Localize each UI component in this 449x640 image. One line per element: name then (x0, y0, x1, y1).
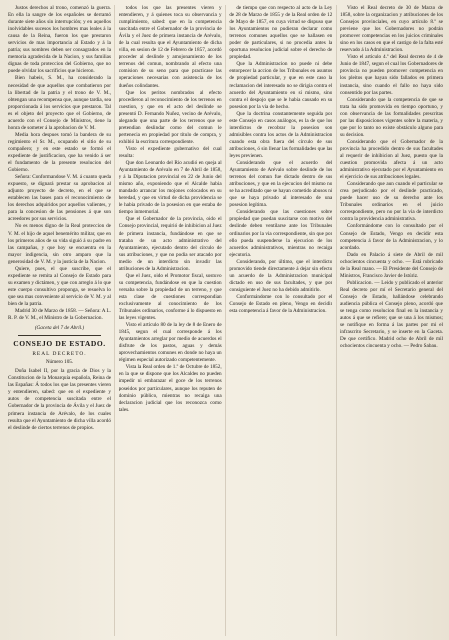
paragraph: Considerando que la competencia de que se trata ha sido promovida en tiempo oportuno, y con observancia de las formalidades prescritas por las disposiciones vigentes sobre la materia, y que por lo tanto no existe obstáculo alguno para su decision. (339, 96, 443, 138)
decree-heading: REAL DECRETO. (32, 351, 87, 358)
section-heading: CONSEJO DE ESTADO. (13, 339, 106, 349)
paragraph: No es menos digno de la Real proteccion de V. M. el hijo de aquel benemérito militar, que en los primeros años de su vida siguió á su padre en las campañas, y que hoy se encuentra en la mayor indigencia, sin otro amparo que la generosidad de V. M. y la justicia de la Nacion. (8, 223, 111, 265)
paragraph: Conformándome con lo consultado por el Consejo de Estado en pleno, Vengo en decidir esta competencia á favor de la Administracion. (229, 293, 333, 315)
column-1 (8, 5, 111, 636)
paragraph: Justos derechos al trono, comenzó la guerra. En ella la sangre de los españoles se derramó durante siete años sin interrupción; y en aquellos inolvidables sucesos los hombres mas leales á la causa de la Reina, fueron los que prestaron servicios de mas importancia al Estado y á la patria; sus nombres deben ser consagrados en la memoria agradecida de la Nacion, y sus familias dignas de toda proteccion del Gobierno, que no puede olvidar los sacrificios que hicieron. (8, 5, 111, 75)
column-3 (229, 5, 332, 636)
paragraph: Madrid 30 de Marzo de 1858. — Señora: A L. R. P. de V. M., el Ministro de la Gobernacion. (8, 308, 111, 322)
paragraph: Dado en Palacio á siete de Abril de mil ochocientos cincuenta y ocho. — Está rubricado de la Real mano. — El Presidente del Consejo de Ministros, Francisco Javier de Istúriz. (339, 251, 443, 279)
paragraph: Considerando, por último, que el interdicto promovido tiende directamente á dejar sin efecto un acuerdo de la Administracion municipal dictado en uso de sus facultades, y que por consiguiente el Juez no ha debido admitirlo. (229, 258, 333, 293)
paragraph: Visto el artículo 80 de la ley de 8 de Enero de 1845, segun el cual corresponde á los Ayuntamientos arreglar por medio de acuerdos el disfrute de los pastos, aguas y demás aprovechamientos comunes en donde no haya un régimen especial autorizado competentemente. (118, 322, 222, 364)
paragraph: Visto el expediente gubernativo del cual resulta: (118, 145, 222, 159)
paragraph: Que la doctrina constantemente seguida por este Consejo en casos análogos, es la de que los interdictos de recobrar la posesion son admisibles contra los actos de la Administracion cuando esta obra fuera del círculo de sus atribuciones, ó sin llenar las formalidades que las leyes previenen. (229, 110, 333, 159)
paragraph: Bien habeis, S. M., ha considerado la necesidad de que aquellos que combatieron por la libertad de la patria y el trono de V. M., obtengan una recompensa que, aunque tardia, sea proporcionada á los servicios que prestaron. Tal es el objeto del proyecto que el Gobierno, de acuerdo con el Consejo de Ministros, tiene la honra de someter á la aprobacion de V. M. (8, 75, 111, 131)
paragraph: Que los peritos nombrados al efecto procedieron al reconocimiento de los terrenos en cuestion, y que en el acto del deslinde se presentó D. Fernando Nuñez, vecino de Arévalo, alegando que una parte de los terrenos que se pretendian deslindar como del comun le pertenecia en propiedad por título de compra, y exhibió la escritura correspondiente. (118, 89, 222, 145)
paragraph: Que don Leonardo del Rio acudió en queja al Ayuntamiento de Arévalo en 7 de Abril de 1858, y á la Diputacion provincial en 22 de Junio del mismo año, exponiendo que el Alcalde habia mandado arrancar los mojones colocados en su heredad, y que en virtud de dicha providencia se le habia privado de la posesion en que estaba de tiempo inmemorial. (118, 160, 222, 216)
column-divider (336, 5, 337, 636)
paragraph: Publicacion. — Leido y publicado el anterior Real decreto por mí el Secretario general del Consejo de Estado, hallándose celebrando audiencia pública el Consejo pleno, acordó que se tenga como resolucion final en la instancia y autos á que se refiere; que se una á los mismos; se notifique en forma á las partes por mi el infrascrito Secretario, y se inserte en la Gaceta. De que certifico. Madrid ocho de Abril de mil ochocientos cincuenta y ocho. — Pedro Sabau. (339, 279, 443, 350)
paragraph: Señora: Conformandose V. M. á cuanto queda expuesto, se dignará prestar su aprobacion al adjunto proyecto de decreto, en el que se establecen las bases para el reconocimiento de los derechos adquiridos por aquellos valientes, y para la concesion de las pensiones á que son acreedores por sus servicios. (8, 174, 111, 223)
paragraph: Que el Gobernador de la provincia, oido el Consejo provincial, requirió de inhibicion al Juez de primera instancia, fundándose en que se trataba de un acto administrativo del Ayuntamiento, ejecutado dentro del círculo de sus atribuciones, y que no podia ser atacado por medio de un interdicto sin invadir las atribuciones de la Administracion. (118, 216, 222, 272)
paragraph: Visto el Real decreto de 30 de Marzo de 1858, sobre la organizacion y atribuciones de los Consejos provinciales, en cuyo artículo 8.º se previene que los Gobernadores no podrán promover competencias en los juicios criminales sino en los casos en que el castigo de la falta esté reservado á la Administracion. (339, 5, 443, 54)
paragraph: todos los que las presentes vieren y entendieren, y á quienes toca su observancia y cumplimiento, sabed: que en la competencia suscitada entre el Gobernador de la provincia de Ávila y el Juez de primera instancia de Arévalo, de la cual resulta que el Ayuntamiento de dicha villa, en sesion de 12 de Febrero de 1857, acordó proceder al deslinde y amojonamiento de los terrenos del comun, nombrando al efecto una comision de su seno para que practicase las operaciones necesarias con asistencia de los dueños colindantes. (118, 5, 222, 89)
paragraph: Considerando que el Gobernador de la provincia ha procedido dentro de sus facultades al requerir de inhibicion al Juez, puesto que la cuestion promovida afecta á un acto administrativo ejecutado por el Ayuntamiento en el ejercicio de sus atribuciones legales. (339, 138, 443, 181)
paragraph: Que la Administracion no puede ni debe entorpecer la accion de los Tribunales en asuntos de propiedad particular, y que en este caso la reclamacion del interesado no se dirigia contra el acuerdo del Ayuntamiento en sí mismo, sino contra el despojo que se le habia causado en su posesion por la via de hecho. (229, 61, 333, 110)
column-divider (114, 5, 115, 636)
paragraph: de tiempo que con respecto al acto de la Ley de 28 de Marzo de 1855 y de la Real orden de 12 de Mayo de 1857, en cuya virtud se dispuso que los Ayuntamientos no pudieran declarar como terrenos comunes aquellos que se hallasen en poder de particulares, si no procedia antes la oportuna resolucion judicial sobre el derecho de propiedad. (229, 5, 333, 61)
paragraph: Doña Isabel II, por la gracia de Dios y la Constitucion de la Monarquía española, Reina de las Españas: Á todos los que las presentes vieren y entendieren, sabed: que en el expediente y autos de competencia suscitada entre el Gobernador de la provincia de Ávila y el Juez de primera instancia de Arévalo, de los cuales resulta que el Ayuntamiento de dicha villa acordó el deslinde de ciertos terrenos de propios. (8, 368, 111, 431)
paragraph: Considerando que las cuestiones sobre propiedad que puedan suscitarse con motivo del deslinde deben ventilarse ante los Tribunales ordinarios por la via correspondiente, sin que por ello pueda suspenderse la ejecucion de los acuerdos administrativos, mientras no recaiga ejecutoria. (229, 209, 333, 258)
paragraph: Conformándome con lo consultado por el Consejo de Estado, Vengo en decidir esta competencia á favor de la Administracion, y lo acordado. (339, 223, 443, 251)
paragraph: Visto el artículo 4.º del Real decreto de 4 de Junio de 1847, segun el cual los Gobernadores de provincia no pueden promover competencia en los pleitos que hayan sido fallados en primera instancia, sino cuando el fallo no haya sido consentido por las partes. (339, 54, 443, 96)
section-divider (18, 335, 101, 336)
paragraph: Quiere, pues, el que suscribe, que el expediente se remita al Consejo de Estado para su examen y dictámen, y que con arreglo á lo que este cuerpo consultivo proponga, se resuelva lo que sea mas conveniente al servicio de V. M. y al bien de la patria. (8, 265, 111, 307)
paragraph: Considerando que el acuerdo del Ayuntamiento de Arévalo sobre deslinde de los terrenos del comun fue dictado dentro de sus atribuciones, y que en la ejecucion del mismo no se ha acreditado que se hayan cometido abusos ni que se haya privado al interesado de una posesion legítima. (229, 160, 333, 209)
gazette-source-line: (Gaceta del 7 de Abril.) (34, 325, 85, 332)
decree-number: Número 105. (45, 359, 74, 366)
paragraph: Vista la Real orden de 1.º de Octubre de 1852, en la que se dispone que los Alcaldes no pueden impedir ni embarazar el goce de los terrenos poseidos por particulares, aunque los reputen de dominio público, mientras no recaiga una declaracion judicial que los reconozca como tales. (118, 364, 222, 413)
column-divider (225, 5, 226, 636)
column-2 (119, 5, 222, 636)
paragraph: Media hora despues tomó la bandera de su regimiento el Sr. M., ocupando el sitio de su compañero; y en este estado se formó el expediente de justificacion, que ha venido á ser el fundamento de la presente resolucion del Gobierno. (8, 131, 111, 174)
column-4 (340, 5, 443, 636)
text-columns (8, 5, 443, 636)
paragraph: Considerando que aun cuando el particular se crea perjudicado por el deslinde practicado, puede hacer uso de su derecho ante los Tribunales ordinarios en el juicio correspondiente, pero no por la via de interdicto contra la providencia administrativa. (339, 181, 443, 223)
paragraph: Que el Juez, oido el Promotor fiscal, sostuvo su competencia, fundándose en que la cuestion versaba sobre la propiedad de un terreno, y que esta clase de cuestiones correspondian exclusivamente al conocimiento de los Tribunales ordinarios, conforme á lo dispuesto en las leyes vigentes. (118, 272, 222, 322)
